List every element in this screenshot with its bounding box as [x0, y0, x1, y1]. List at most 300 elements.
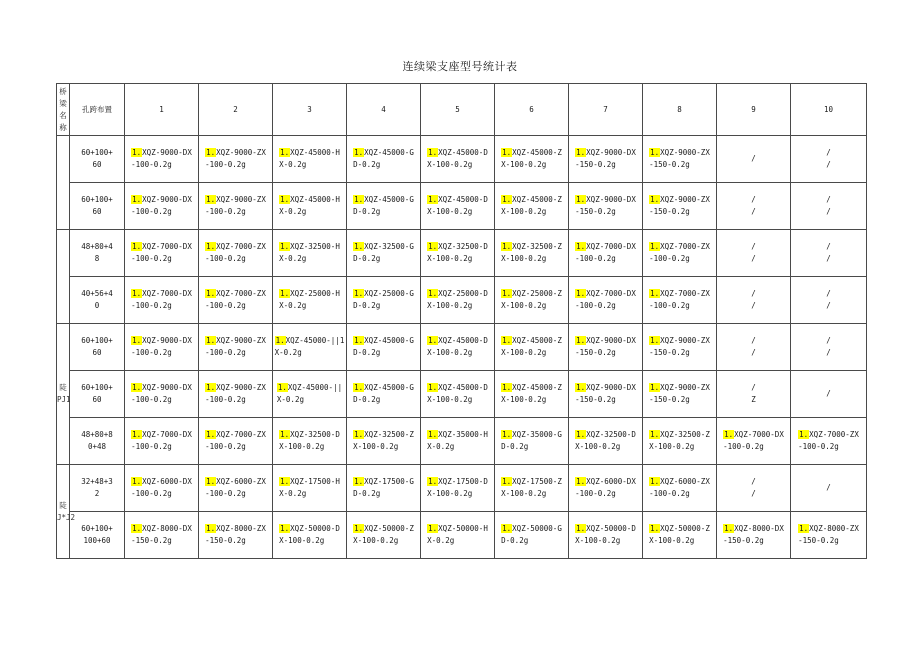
bearing-model [131, 523, 192, 547]
header-position: 5 [421, 84, 495, 136]
bearing-model [501, 523, 562, 547]
bearing-model [205, 476, 266, 500]
model-line-2: X-100-0.2g [427, 395, 473, 404]
model-line-1: XQZ-17500-G [364, 477, 414, 486]
model-line-1: XQZ-7000-DX [734, 430, 784, 439]
model-line-1: XQZ-45000-G [364, 195, 414, 204]
empty-mark [751, 382, 756, 406]
model-line-1: XQZ-45000-D [438, 336, 488, 345]
bearing-cell [199, 277, 273, 324]
highlight-prefix: 1. [576, 195, 586, 204]
model-line-1: XQZ-50000-H [438, 524, 488, 533]
highlight-prefix: 1. [650, 336, 660, 345]
bridge-name: J*J2 [57, 512, 76, 522]
model-line-2: -150-0.2g [798, 536, 839, 545]
highlight-prefix: 1. [277, 383, 287, 392]
span-layout-cell [70, 465, 125, 512]
bearing-cell [717, 277, 791, 324]
bearing-cell [569, 230, 643, 277]
model-line-1: XQZ-32500-D [438, 242, 488, 251]
highlight-prefix: 1. [354, 430, 364, 439]
model-line-1: XQZ-32500-H [290, 242, 340, 251]
model-line-1: XQZ-6000-ZX [660, 477, 710, 486]
bearing-model [501, 194, 562, 218]
model-line-1: XQZ-9000-ZX [216, 148, 266, 157]
model-line-1: XQZ-45000-Z [512, 148, 562, 157]
slash-mark: / [826, 195, 831, 204]
bearing-cell [569, 136, 643, 183]
highlight-prefix: 1. [576, 383, 586, 392]
model-line-2: D-0.2g [353, 207, 381, 216]
bearing-cell [495, 183, 569, 230]
slash-mark: / [751, 489, 756, 498]
slash-mark: / [826, 254, 831, 263]
model-line-1: XQZ-32500-Z [364, 430, 414, 439]
highlight-prefix: 1. [428, 383, 438, 392]
model-line-2: X-100-0.2g [427, 207, 473, 216]
bearing-cell [199, 371, 273, 418]
highlight-prefix: 1. [354, 477, 364, 486]
bearing-model [501, 241, 562, 265]
model-line-1: XQZ-8000-ZX [809, 524, 859, 533]
bearing-cell [643, 465, 717, 512]
header-position: 2 [199, 84, 273, 136]
span-layout: 60 [92, 348, 102, 357]
span-layout: 8 [94, 254, 100, 263]
bearing-cell [199, 183, 273, 230]
bearing-model [275, 335, 345, 359]
slash-mark: Z [751, 395, 756, 404]
empty-mark [826, 288, 831, 312]
bearing-cell [421, 277, 495, 324]
bearing-model [723, 523, 784, 547]
bearing-cell [273, 371, 347, 418]
bearing-cell [347, 371, 421, 418]
header-position: 10 [791, 84, 867, 136]
model-line-2: D-0.2g [501, 536, 529, 545]
model-line-2: -100-0.2g [205, 160, 246, 169]
highlight-prefix: 1. [502, 289, 512, 298]
highlight-prefix: 1. [206, 524, 216, 533]
bearing-cell [643, 277, 717, 324]
model-line-1: XQZ-6000-DX [142, 477, 192, 486]
highlight-prefix: 1. [576, 477, 586, 486]
model-line-2: X-0.2g [279, 254, 307, 263]
bearing-cell [495, 418, 569, 465]
bearing-cell [791, 512, 867, 559]
model-line-2: -100-0.2g [131, 254, 172, 263]
bearing-model [501, 147, 562, 171]
bearing-cell [643, 183, 717, 230]
model-line-1: XQZ-7000-ZX [216, 289, 266, 298]
bearing-model [649, 241, 710, 265]
table-row [57, 183, 867, 230]
bearing-cell [495, 230, 569, 277]
bearing-cell [199, 324, 273, 371]
bearing-model [353, 476, 414, 500]
model-line-2: -100-0.2g [575, 254, 616, 263]
bearing-cell [643, 418, 717, 465]
model-line-2: D-0.2g [501, 442, 529, 451]
bearing-cell [421, 465, 495, 512]
model-line-2: X-0.2g [427, 442, 455, 451]
model-line-1: XQZ-7000-DX [586, 242, 636, 251]
highlight-prefix: 1. [132, 289, 142, 298]
slash-mark: / [826, 348, 831, 357]
model-line-1: XQZ-32500-D [290, 430, 340, 439]
highlight-prefix: 1. [132, 242, 142, 251]
bearing-cell [569, 277, 643, 324]
highlight-prefix: 1. [280, 430, 290, 439]
highlight-prefix: 1. [206, 477, 216, 486]
model-line-1: XQZ-7000-ZX [660, 289, 710, 298]
bearing-model [501, 382, 562, 406]
bridge-name: 陡 [59, 383, 67, 392]
model-line-1: XQZ-32500-Z [660, 430, 710, 439]
table-row [57, 465, 867, 512]
bearing-model [427, 382, 488, 406]
model-line-1: XQZ-7000-ZX [216, 430, 266, 439]
model-line-2: X-100-0.2g [427, 489, 473, 498]
model-line-2: X-100-0.2g [501, 207, 547, 216]
model-line-2: D-0.2g [353, 301, 381, 310]
model-line-1: XQZ-9000-DX [142, 148, 192, 157]
bearing-model [353, 523, 414, 547]
empty-mark [826, 194, 831, 218]
model-line-2: -150-0.2g [575, 207, 616, 216]
model-line-2: -100-0.2g [649, 254, 690, 263]
bearing-model [205, 241, 266, 265]
bearing-cell [643, 136, 717, 183]
model-line-1: XQZ-7000-DX [142, 289, 192, 298]
bearing-model [501, 476, 562, 500]
empty-mark [826, 482, 831, 494]
model-line-1: XQZ-45000-Z [512, 195, 562, 204]
bearing-cell [125, 136, 199, 183]
slash-mark: / [751, 336, 756, 345]
model-line-2: -100-0.2g [131, 207, 172, 216]
model-line-2: D-0.2g [353, 348, 381, 357]
bridge-name: 陡 [59, 500, 67, 510]
highlight-prefix: 1. [799, 524, 809, 533]
empty-mark [826, 241, 831, 265]
model-line-2: -100-0.2g [205, 348, 246, 357]
bearing-model [353, 335, 414, 359]
bearing-cell [273, 230, 347, 277]
bearing-model [427, 241, 488, 265]
bearing-model [205, 194, 266, 218]
highlight-prefix: 1. [502, 383, 512, 392]
empty-mark [826, 388, 831, 400]
highlight-prefix: 1. [280, 289, 290, 298]
bearing-cell [347, 418, 421, 465]
bearing-model [205, 429, 266, 453]
model-line-2: D-0.2g [353, 395, 381, 404]
page-title: 连续梁支座型号统计表 [402, 60, 518, 73]
header-position: 7 [569, 84, 643, 136]
model-line-2: -150-0.2g [575, 160, 616, 169]
bearing-model [279, 147, 340, 171]
model-line-2: X-100-0.2g [279, 442, 325, 451]
highlight-prefix: 1. [280, 148, 290, 157]
header-bridge-name-char: 桥 [59, 86, 67, 96]
bearing-cell [791, 371, 867, 418]
model-line-2: -100-0.2g [131, 301, 172, 310]
bearing-cell [421, 324, 495, 371]
model-line-2: -150-0.2g [649, 348, 690, 357]
bearing-cell [347, 230, 421, 277]
model-line-1: XQZ-7000-DX [142, 242, 192, 251]
model-line-1: XQZ-50000-D [290, 524, 340, 533]
highlight-prefix: 1. [206, 148, 216, 157]
bearing-cell [347, 512, 421, 559]
model-line-1: XQZ-50000-Z [364, 524, 414, 533]
highlight-prefix: 1. [650, 289, 660, 298]
bearing-model [131, 288, 192, 312]
model-line-1: XQZ-9000-ZX [660, 383, 710, 392]
highlight-prefix: 1. [502, 477, 512, 486]
slash-mark: / [826, 207, 831, 216]
span-layout: 60 [92, 207, 102, 216]
header-bridge-name-char: 梁 [59, 98, 67, 108]
empty-mark [751, 288, 756, 312]
model-line-2: X-100-0.2g [353, 442, 399, 451]
model-line-1: XQZ-9000-DX [142, 336, 192, 345]
model-line-2: D-0.2g [353, 489, 381, 498]
bearing-model [575, 335, 636, 359]
model-line-2: -100-0.2g [131, 348, 172, 357]
bridge-name-cell [57, 230, 70, 324]
model-line-2: -150-0.2g [723, 536, 764, 545]
table-row [57, 512, 867, 559]
model-line-2: -100-0.2g [205, 489, 246, 498]
highlight-prefix: 1. [576, 430, 586, 439]
highlight-prefix: 1. [576, 289, 586, 298]
highlight-prefix: 1. [354, 148, 364, 157]
model-line-2: X-100-0.2g [575, 442, 621, 451]
model-line-2: -100-0.2g [723, 442, 764, 451]
bearing-model [798, 523, 859, 547]
model-line-2: -100-0.2g [205, 442, 246, 451]
bearing-cell [791, 324, 867, 371]
header-bridge-name-char: 名 [59, 110, 67, 120]
highlight-prefix: 1. [354, 383, 364, 392]
highlight-prefix: 1. [428, 242, 438, 251]
bearing-model [205, 335, 266, 359]
highlight-prefix: 1. [132, 524, 142, 533]
header-position: 9 [717, 84, 791, 136]
bearing-model [649, 429, 710, 453]
highlight-prefix: 1. [428, 524, 438, 533]
empty-mark [751, 335, 756, 359]
model-line-2: X-0.2g [274, 348, 302, 357]
bearing-model [798, 429, 859, 453]
model-line-1: XQZ-17500-D [438, 477, 488, 486]
model-line-1: XQZ-9000-DX [586, 336, 636, 345]
bearing-model [131, 476, 192, 500]
table-row [57, 136, 867, 183]
highlight-prefix: 1. [650, 242, 660, 251]
bearing-model [575, 241, 636, 265]
highlight-prefix: 1. [502, 242, 512, 251]
bearing-cell [347, 324, 421, 371]
model-line-2: X-0.2g [279, 160, 307, 169]
bearing-cell [643, 512, 717, 559]
bearing-model [575, 523, 636, 547]
slash-mark: / [826, 242, 831, 251]
bearing-cell [643, 230, 717, 277]
bearing-cell [125, 512, 199, 559]
model-line-1: XQZ-9000-DX [586, 195, 636, 204]
highlight-prefix: 1. [280, 477, 290, 486]
model-line-2: X-100-0.2g [649, 442, 695, 451]
highlight-prefix: 1. [724, 524, 734, 533]
model-line-2: -100-0.2g [649, 489, 690, 498]
bearing-cell [273, 324, 347, 371]
model-line-2: -150-0.2g [575, 348, 616, 357]
highlight-prefix: 1. [502, 195, 512, 204]
model-line-1: XQZ-25000-Z [512, 289, 562, 298]
bridge-name: PJ1 [57, 395, 71, 404]
bearing-model [575, 382, 636, 406]
header-position: 8 [643, 84, 717, 136]
highlight-prefix: 1. [354, 524, 364, 533]
span-layout: 32+48+3 [81, 477, 113, 486]
slash-mark: / [826, 389, 831, 398]
bridge-name-cell [57, 136, 70, 230]
bearing-cell [273, 136, 347, 183]
bearing-cell [717, 465, 791, 512]
highlight-prefix: 1. [206, 383, 216, 392]
bearing-cell [495, 277, 569, 324]
span-layout: 2 [94, 489, 100, 498]
model-line-1: XQZ-45000-Z [512, 336, 562, 345]
highlight-prefix: 1. [132, 148, 142, 157]
slash-mark: / [751, 154, 756, 163]
model-line-1: XQZ-45000-|| [287, 383, 343, 392]
highlight-prefix: 1. [206, 289, 216, 298]
highlight-prefix: 1. [650, 148, 660, 157]
model-line-2: -100-0.2g [205, 301, 246, 310]
bearing-cell [569, 465, 643, 512]
highlight-prefix: 1. [428, 148, 438, 157]
model-line-2: D-0.2g [353, 254, 381, 263]
highlight-prefix: 1. [799, 430, 809, 439]
highlight-prefix: 1. [280, 242, 290, 251]
span-layout-cell [70, 371, 125, 418]
span-layout-cell [70, 324, 125, 371]
bearing-cell [421, 512, 495, 559]
highlight-prefix: 1. [428, 336, 438, 345]
bearing-cell [199, 418, 273, 465]
model-line-2: -150-0.2g [575, 395, 616, 404]
slash-mark: / [751, 207, 756, 216]
bearing-cell [791, 230, 867, 277]
empty-mark [751, 194, 756, 218]
span-layout: 60+100+ [81, 524, 113, 533]
span-layout-cell [70, 512, 125, 559]
bearing-cell [717, 324, 791, 371]
bearing-cell [347, 136, 421, 183]
bearing-cell [791, 418, 867, 465]
highlight-prefix: 1. [206, 195, 216, 204]
bearing-model [575, 194, 636, 218]
bearing-cell [421, 230, 495, 277]
slash-mark: / [751, 195, 756, 204]
bearing-model [575, 476, 636, 500]
model-line-1: XQZ-25000-G [364, 289, 414, 298]
bearing-cell [495, 465, 569, 512]
model-line-1: XQZ-45000-G [364, 148, 414, 157]
bearing-model [501, 335, 562, 359]
header-position: 1 [125, 84, 199, 136]
span-layout-cell [70, 230, 125, 277]
span-layout-cell [70, 183, 125, 230]
bearing-model [131, 429, 192, 453]
highlight-prefix: 1. [650, 383, 660, 392]
model-line-2: X-100-0.2g [501, 254, 547, 263]
span-layout: 60+100+ [81, 148, 113, 157]
bearing-model [131, 147, 192, 171]
highlight-prefix: 1. [576, 242, 586, 251]
span-layout: 60+100+ [81, 336, 113, 345]
bearing-cell [569, 183, 643, 230]
bearing-model [427, 476, 488, 500]
highlight-prefix: 1. [132, 477, 142, 486]
bearing-cell [125, 418, 199, 465]
span-layout-cell [70, 277, 125, 324]
bearing-cell [125, 324, 199, 371]
model-line-1: XQZ-8000-ZX [216, 524, 266, 533]
slash-mark: / [751, 242, 756, 251]
bearing-cell [273, 512, 347, 559]
bearing-cell [495, 324, 569, 371]
model-line-2: -150-0.2g [649, 207, 690, 216]
bearing-cell [273, 418, 347, 465]
bearing-cell [717, 371, 791, 418]
model-line-1: XQZ-45000-D [438, 383, 488, 392]
bearing-cell [199, 512, 273, 559]
bearing-cell [125, 371, 199, 418]
highlight-prefix: 1. [132, 195, 142, 204]
model-line-1: XQZ-32500-D [586, 430, 636, 439]
bearing-cell [273, 277, 347, 324]
bearing-model [205, 288, 266, 312]
bearing-model [279, 523, 340, 547]
bearing-cell [717, 136, 791, 183]
model-line-1: XQZ-9000-DX [142, 195, 192, 204]
model-line-1: XQZ-9000-ZX [660, 195, 710, 204]
model-line-2: X-0.2g [279, 207, 307, 216]
model-line-2: -100-0.2g [798, 442, 839, 451]
bearing-cell [125, 230, 199, 277]
bearing-cell [495, 371, 569, 418]
model-line-2: -100-0.2g [131, 160, 172, 169]
bearing-model [575, 288, 636, 312]
bearing-model [353, 288, 414, 312]
model-line-2: -100-0.2g [649, 301, 690, 310]
highlight-prefix: 1. [650, 430, 660, 439]
model-line-1: XQZ-7000-DX [586, 289, 636, 298]
highlight-prefix: 1. [576, 336, 586, 345]
bearing-cell [347, 465, 421, 512]
bridge-name-cell [57, 324, 70, 465]
model-line-2: -100-0.2g [575, 489, 616, 498]
highlight-prefix: 1. [280, 195, 290, 204]
table-row [57, 230, 867, 277]
span-layout: 60+100+ [81, 195, 113, 204]
slash-mark: / [751, 348, 756, 357]
